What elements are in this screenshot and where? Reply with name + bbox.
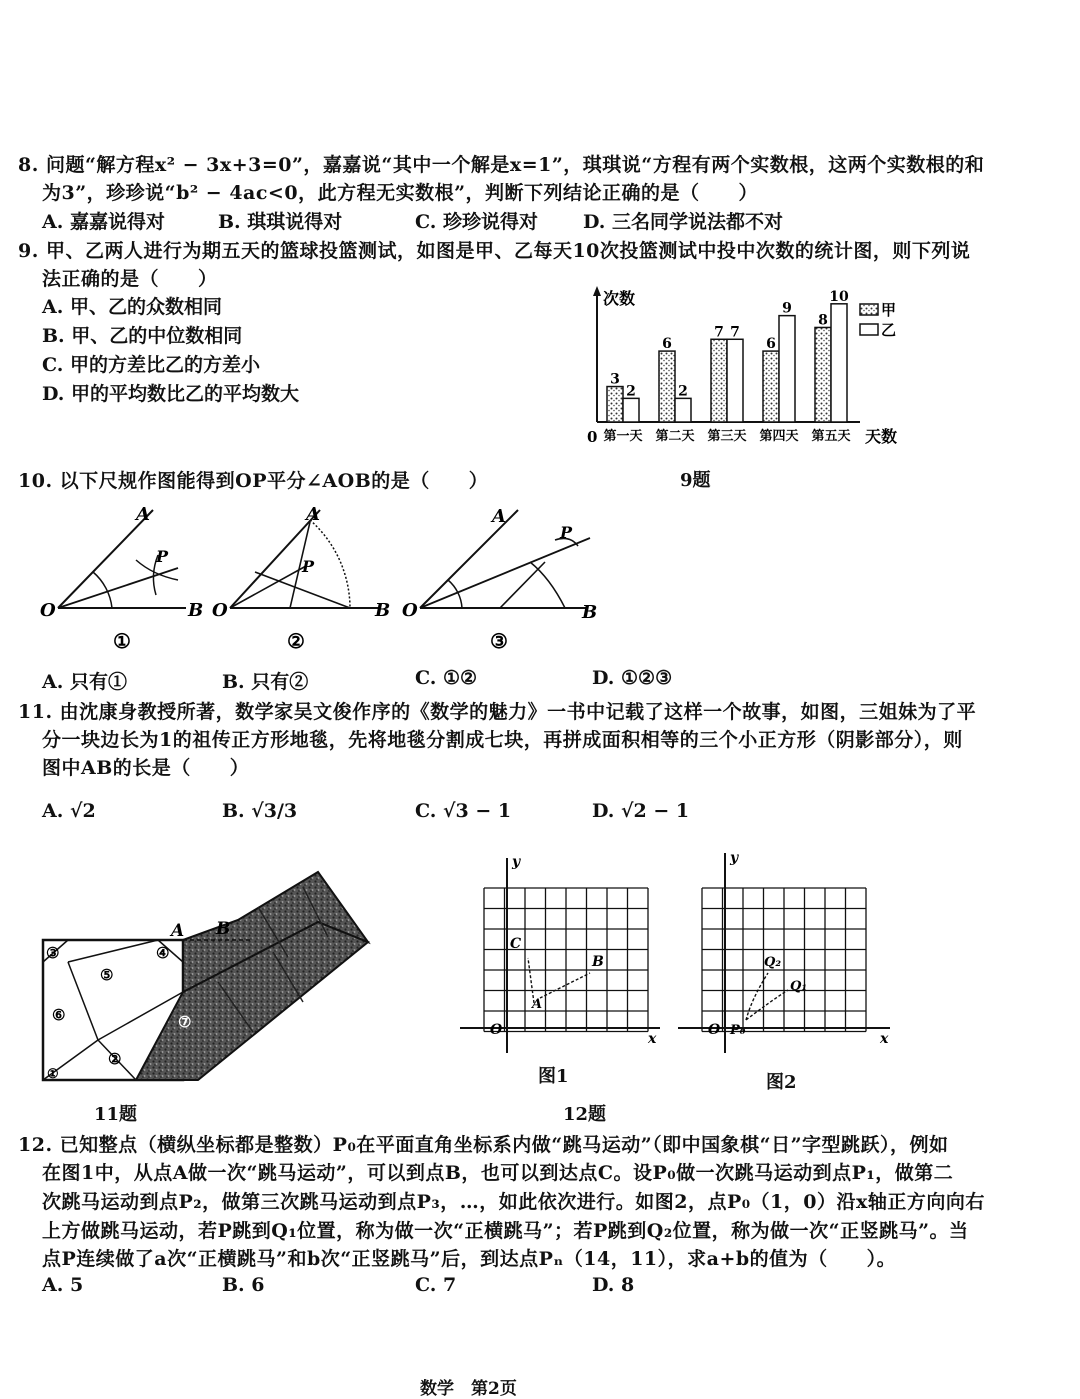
q11-carpet-figure — [38, 862, 378, 1087]
bar-value-label-jia-1: 3 — [610, 371, 620, 388]
page-footer: 数学 第2页 — [420, 1379, 517, 1399]
bar-value-label-jia-5: 8 — [818, 312, 828, 329]
fig1-label-p: P — [156, 547, 169, 566]
fig1-label-a: A — [136, 504, 150, 525]
fig1-label-x: x — [648, 1031, 657, 1047]
q10-figure-1 — [38, 500, 208, 660]
q12-stem-line2: 在图1中，从点A做一次“跳马运动”，可以到点B，也可以到达点C。设P₀做一次跳马运动到点P₁，做第二 — [42, 1162, 954, 1184]
fig3-label-o: O — [402, 600, 418, 621]
fig1-label-y: y — [512, 854, 521, 870]
q8-stem-line2: 为3”，珍珍说“b² − 4ac<0，此方程无实数根”，判断下列结论正确的是（ ） — [42, 182, 759, 204]
q9-stem-line2: 法正确的是（ ） — [42, 268, 218, 290]
q10-option-a: A. 只有① — [42, 671, 127, 693]
bar-value-label-jia-4: 6 — [766, 336, 776, 353]
q11-option-a: A. √2 — [42, 800, 96, 822]
legend-label-jia: 甲 — [881, 301, 897, 319]
q12-stem-line5: 点P连续做了a次“正横跳马”和b次“正竖跳马”后，到达点Pₙ（14，11），求a+b的值为（ ）。 — [42, 1248, 897, 1270]
fig2-label-b: B — [375, 600, 391, 621]
bar-yi-1 — [623, 398, 639, 422]
bar-value-label-jia-2: 6 — [662, 336, 672, 353]
q8-option-c: C. 珍珍说得对 — [415, 211, 539, 233]
bar-yi-5 — [831, 304, 847, 422]
carpet-piece-4: ④ — [156, 944, 170, 962]
q12-grid-figure-2 — [668, 848, 903, 1088]
carpet-piece-6: ⑥ — [52, 1006, 66, 1024]
bar-yi-3 — [727, 339, 743, 422]
q9-option-d: D. 甲的平均数比乙的平均数大 — [42, 383, 300, 405]
q9-stem-line1: 9. 甲、乙两人进行为期五天的篮球投篮测试，如图是甲、乙每天10次投篮测试中投中次数的统计图，则下列说 — [18, 240, 971, 262]
bar-jia-5 — [815, 327, 831, 422]
q12-stem-line3: 次跳马运动到点P₂，做第三次跳马运动到点P₃，…，如此依次进行。如图2，点P₀（1，0）沿x轴正方向向右 — [42, 1191, 985, 1213]
bar-jia-4 — [763, 351, 779, 422]
fig1-number: ① — [113, 629, 131, 653]
q11-option-c: C. √3 − 1 — [415, 800, 512, 822]
q12-option-a: A. 5 — [42, 1274, 84, 1296]
q11-figure-caption: 11题 — [94, 1104, 138, 1125]
q12-figure-caption: 12题 — [563, 1104, 607, 1125]
fig3-number: ③ — [490, 629, 508, 653]
carpet-piece-7: ⑦ — [178, 1013, 192, 1031]
carpet-piece-1: ① — [47, 1067, 59, 1082]
q9-figure-caption: 9题 — [680, 470, 711, 491]
fig2-label-p0: P₀ — [730, 1023, 746, 1038]
q8-option-a: A. 嘉嘉说得对 — [42, 211, 165, 233]
q11-stem-line2: 分一块边长为1的祖传正方形地毯，先将地毯分割成七块，再拼成面积相等的三个小正方形（阴影部分），则 — [42, 729, 963, 751]
legend-label-yi: 乙 — [881, 321, 897, 339]
q8-option-d: D. 三名同学说法都不对 — [583, 211, 784, 233]
fig1-label-o: O — [40, 600, 56, 621]
carpet-label-b: B — [216, 919, 231, 939]
bar-jia-2 — [659, 351, 675, 422]
q8-stem-line1: 8. 问题“解方程x² − 3x+3=0”，嘉嘉说“其中一个解是x=1”，琪琪说“方程有两个实数根，这两个实数根的和 — [18, 154, 985, 176]
bar-value-label-jia-3: 7 — [714, 324, 724, 341]
bar-jia-3 — [711, 339, 727, 422]
q11-option-b: B. √3/3 — [222, 800, 298, 822]
carpet-piece-3: ③ — [46, 944, 60, 962]
fig2-label-o: O — [708, 1022, 721, 1038]
fig1-label-b: B — [592, 954, 604, 970]
chart-origin-label: 0 — [587, 428, 598, 446]
x-tick-label-2: 第二天 — [655, 429, 695, 444]
bar-jia-1 — [607, 387, 623, 422]
q9-option-a: A. 甲、乙的众数相同 — [42, 296, 222, 318]
x-tick-label-4: 第四天 — [759, 429, 799, 444]
chart-y-axis-label: 次数 — [603, 289, 636, 308]
bar-value-label-yi-5: 10 — [829, 288, 849, 305]
chart-x-axis-label: 天数 — [865, 427, 898, 446]
q9-bar-chart — [585, 282, 925, 452]
q12-option-c: C. 7 — [415, 1274, 457, 1296]
fig2-number: ② — [287, 629, 305, 653]
q10-figure-3 — [400, 500, 610, 660]
q12-fig1-caption: 图1 — [538, 1066, 569, 1087]
fig2-label-y: y — [730, 850, 739, 866]
bar-value-label-yi-3: 7 — [730, 324, 740, 341]
bar-value-label-yi-2: 2 — [678, 383, 688, 400]
fig3-label-p: P — [560, 523, 573, 542]
carpet-piece-5: ⑤ — [100, 966, 114, 984]
q11-stem-line1: 11. 由沈康身教授所著，数学家吴文俊作序的《数学的魅力》一书中记载了这样一个故事，如图，三姐妹为了平 — [18, 701, 977, 723]
fig1-grid — [484, 888, 648, 1032]
q11-option-d: D. √2 − 1 — [592, 800, 690, 822]
x-tick-label-1: 第一天 — [603, 429, 643, 444]
q10-option-d: D. ①②③ — [592, 667, 673, 689]
bar-value-label-yi-4: 9 — [782, 300, 792, 317]
fig2-label-q1: Q₁ — [790, 979, 808, 994]
fig1-label-a: A — [532, 997, 543, 1012]
q12-option-d: D. 8 — [592, 1274, 635, 1296]
carpet-label-a: A — [171, 921, 185, 941]
q12-option-b: B. 6 — [222, 1274, 265, 1296]
fig2-label-x: x — [880, 1031, 889, 1047]
chart-legend — [860, 301, 896, 339]
x-tick-label-5: 第五天 — [811, 429, 851, 444]
q10-option-c: C. ①② — [415, 667, 478, 689]
legend-swatch-jia — [860, 304, 878, 315]
bar-value-label-yi-1: 2 — [626, 383, 636, 400]
x-tick-label-3: 第三天 — [707, 429, 747, 444]
q10-stem: 10. 以下尺规作图能得到OP平分∠AOB的是（ ） — [18, 470, 489, 492]
q12-stem-line1: 12. 已知整点（横纵坐标都是整数）P₀在平面直角坐标系内做“跳马运动”（即中国象棋“日”字型跳跃），例如 — [18, 1134, 949, 1156]
q11-stem-line3: 图中AB的长是（ ） — [42, 757, 250, 779]
fig3-label-b: B — [582, 602, 598, 623]
fig2-label-q2: Q₂ — [764, 955, 782, 970]
q12-fig2-caption: 图2 — [766, 1072, 797, 1093]
fig2-label-a: A — [306, 504, 320, 525]
fig2-label-p: P — [302, 557, 315, 576]
bar-yi-2 — [675, 398, 691, 422]
q9-option-b: B. 甲、乙的中位数相同 — [42, 325, 243, 347]
q12-grid-figure-1 — [450, 848, 680, 1088]
fig2-grid — [702, 888, 866, 1032]
legend-swatch-yi — [860, 324, 878, 335]
q9-option-c: C. 甲的方差比乙的方差小 — [42, 354, 261, 376]
fig1-label-c: C — [510, 936, 522, 952]
fig2-label-o: O — [212, 600, 228, 621]
q12-stem-line4: 上方做跳马运动，若P跳到Q₁位置，称为做一次“正横跳马”；若P跳到Q₂位置，称为做一次“正竖跳马”。当 — [42, 1220, 969, 1242]
fig3-label-a: A — [492, 506, 506, 527]
bar-yi-4 — [779, 316, 795, 422]
q8-option-b: B. 琪琪说得对 — [218, 211, 343, 233]
fig1-label-b: B — [188, 600, 204, 621]
q10-option-b: B. 只有② — [222, 671, 309, 693]
fig1-label-o: O — [490, 1022, 503, 1038]
q10-figure-2 — [210, 500, 400, 660]
carpet-piece-2: ② — [108, 1050, 122, 1068]
